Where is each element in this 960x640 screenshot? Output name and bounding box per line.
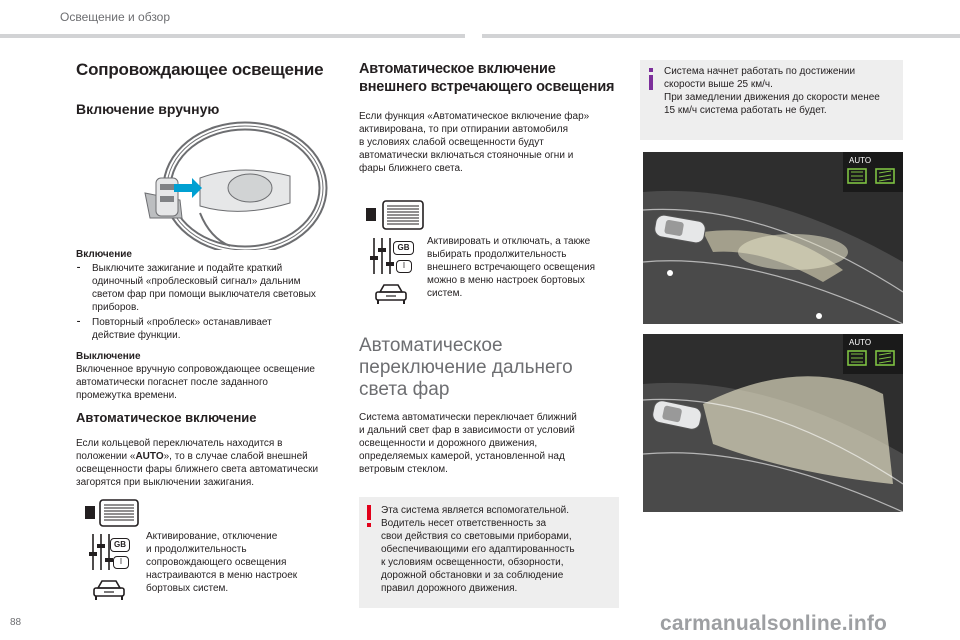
high-beam-paragraph: Система автоматически переключает ближний и дальний свет фар в зависимости от условий освещенности и дорожного движения, определяемых камерой, установленной над ветровым стеклом. bbox=[359, 412, 577, 475]
warning-text: Эта система является вспомогательной. Водитель несет ответственность за свои действия со световыми приборами, обеспечивающими его адаптированность к условиям освещенности, обзорности, дорожной обстановки и за соблюдение правил дорожного движения. bbox=[381, 505, 575, 594]
off-label: Выключение bbox=[76, 351, 141, 362]
off-paragraph: Включенное вручную сопровождающее освещение автоматически погаснет после заданного промежутка времени. bbox=[76, 364, 315, 401]
display-screen-icon bbox=[365, 199, 425, 231]
car-front-icon bbox=[92, 578, 126, 602]
bullet-line: Выключите зажигание и подайте краткий bbox=[92, 263, 283, 274]
header-divider-left bbox=[0, 34, 465, 38]
welcome-lighting-paragraph: Если функция «Автоматическое включение фар» активирована, то при отпирании автомобиля в условиях слабой освещенности будут автоматически включаться стояночные огни и фары ближнего света. bbox=[359, 111, 590, 174]
header-divider-right bbox=[482, 34, 960, 38]
low-beam-road-illustration bbox=[643, 152, 903, 324]
info-icon bbox=[648, 68, 654, 90]
bullet-line: Повторный «проблеск» останавливает bbox=[92, 317, 272, 328]
bullet-line: действие функции. bbox=[92, 330, 181, 341]
auto-icon-text: Активирование, отключение и продолжительность сопровождающего освещения настраиваются в меню настроек бортовых систем. bbox=[146, 531, 298, 594]
auto-paragraph: Если кольцевой переключатель находится в положении «AUTO», то в случае слабой внешней освещенности фары ближнего света автоматически загорятся при выключении зажигания. bbox=[76, 438, 319, 488]
settings-sliders-icon bbox=[369, 236, 395, 276]
manual-heading: Включение вручную bbox=[76, 101, 220, 117]
bullet-item bbox=[76, 316, 366, 344]
gb-badge-icon: GB bbox=[393, 241, 414, 255]
bullet-item bbox=[76, 262, 366, 318]
roman-badge-icon: I bbox=[113, 556, 129, 569]
bullet-line: приборов. bbox=[92, 302, 140, 313]
settings-sliders-icon bbox=[88, 532, 114, 572]
welcome-icon-text: Активировать и отключать, а также выбирать продолжительность внешнего встречающего освещения можно в меню настроек бортовых систем. bbox=[427, 236, 596, 299]
car-front-icon bbox=[374, 282, 408, 306]
welcome-lighting-title: Автоматическое включение внешнего встречающего освещения bbox=[359, 61, 615, 95]
high-beam-title: Автоматическое переключение дальнего света фар bbox=[359, 335, 573, 400]
high-beam-road-illustration bbox=[643, 334, 903, 512]
warning-exclamation-icon bbox=[365, 505, 373, 527]
gb-badge-icon: GB bbox=[110, 538, 130, 552]
watermark[interactable]: carmanualsonline.info bbox=[660, 612, 888, 635]
info-text: Система начнет работать по достижении скорости выше 25 км/ч. При замедлении движения до скорости менее 15 км/ч система работать не будет. bbox=[664, 66, 880, 116]
info-box bbox=[640, 60, 903, 140]
on-label: Включение bbox=[76, 249, 132, 260]
page-number: 88 bbox=[10, 617, 22, 628]
roman-badge-icon: I bbox=[396, 260, 412, 273]
bullet-line: светом фар при помощи выключателя световых bbox=[92, 289, 316, 300]
bullet-mark: ⁃ bbox=[76, 317, 81, 328]
bullet-mark: ⁃ bbox=[76, 263, 81, 274]
auto-heading: Автоматическое включение bbox=[76, 410, 257, 425]
warning-box bbox=[359, 497, 619, 608]
section-title: Освещение и обзор bbox=[60, 10, 171, 24]
auto-indicator-label: AUTO bbox=[849, 156, 872, 165]
bullet-line: одиночный «проблесковый сигнал» дальним bbox=[92, 276, 301, 287]
steering-wheel-illustration bbox=[140, 118, 340, 250]
page-title: Сопровождающее освещение bbox=[76, 60, 324, 79]
auto-indicator-label: AUTO bbox=[849, 338, 872, 347]
display-screen-icon bbox=[84, 498, 140, 528]
